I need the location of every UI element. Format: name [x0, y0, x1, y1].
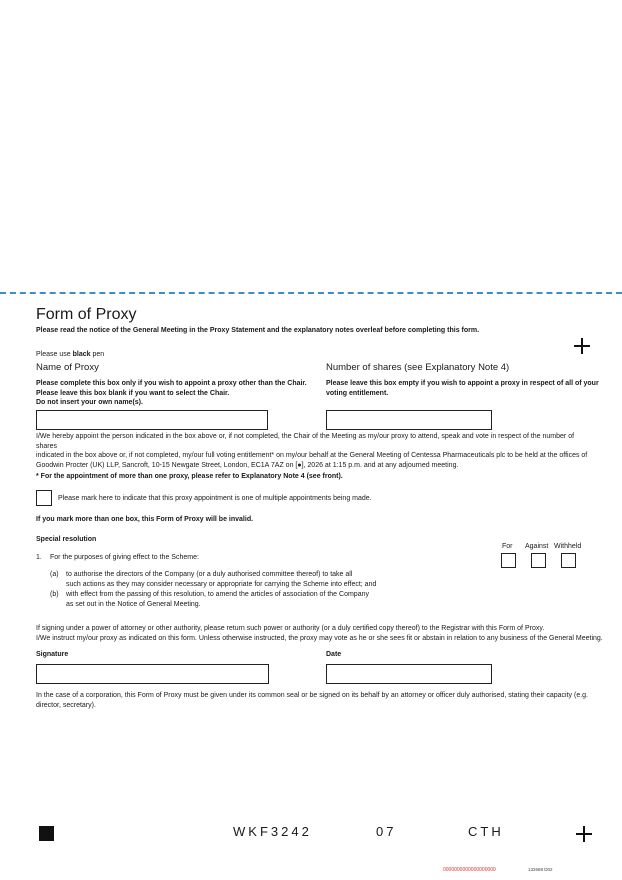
vote-label-withheld: Withheld	[554, 543, 582, 550]
form-intro: Please read the notice of the General Meeting in the Proxy Statement and the explanatory notes overleaf before completing this form.	[36, 327, 480, 334]
registration-cross-icon	[574, 338, 590, 354]
registration-cross-icon-bottom	[576, 826, 592, 842]
resolution-b-text: with effect from the passing of this resolution, to amend the articles of association of the Company as set out in the Notice of General Meeting.	[66, 591, 369, 608]
proxy-name-instructions: Please complete this box only if you wish to appoint a proxy other than the Chair. Please leave this box blank if you want to select the Chair. Do not insert your own name(s).	[36, 380, 307, 406]
footer-small-code: 132688 D02	[528, 867, 553, 872]
footer-red-code: 0000000000000000000	[443, 867, 496, 873]
form-title: Form of Proxy	[36, 306, 137, 323]
shares-heading: Number of shares (see Explanatory Note 4)	[326, 362, 510, 373]
footer-code-1: WKF3242	[233, 824, 312, 839]
resolution-text: For the purposes of giving effect to the Scheme:	[50, 554, 199, 561]
shares-input[interactable]	[326, 410, 492, 430]
multiple-proxy-checkbox[interactable]	[36, 490, 52, 506]
multiple-proxy-warning: If you mark more than one box, this Form of Proxy will be invalid.	[36, 516, 254, 523]
multiple-proxy-label: Please mark here to indicate that this proxy appointment is one of multiple appointments being made.	[58, 495, 372, 502]
signature-input[interactable]	[36, 664, 269, 684]
signature-label: Signature	[36, 651, 69, 658]
vote-label-for: For	[502, 543, 513, 550]
date-input[interactable]	[326, 664, 492, 684]
proxy-name-heading: Name of Proxy	[36, 362, 99, 373]
shares-instructions: Please leave this box empty if you wish to appoint a proxy in respect of all of your voting entitlement.	[326, 380, 599, 397]
corporation-note: In the case of a corporation, this Form of Proxy must be given under its common seal or be signed on its behalf by an attorney or officer duly authorised, stating their capacity (e.g. director, secretary).	[36, 692, 588, 709]
date-label: Date	[326, 651, 342, 658]
resolution-heading: Special resolution	[36, 536, 97, 543]
registration-square-icon	[39, 826, 54, 841]
resolution-b-label: (b)	[50, 591, 59, 598]
vote-against-checkbox[interactable]	[531, 553, 546, 568]
footer-code-3: CTH	[468, 824, 504, 839]
multiple-proxy-note: * For the appointment of more than one proxy, please refer to Explanatory Note 4 (see front).	[36, 473, 343, 480]
vote-withheld-checkbox[interactable]	[561, 553, 576, 568]
resolution-a-text: to authorise the directors of the Company (or a duly authorised committee thereof) to take all such actions as they may consider necessary or appropriate for carrying the Scheme into effect; and	[66, 571, 377, 588]
pen-instruction: Please use black pen	[36, 351, 105, 358]
vote-label-against: Against	[525, 543, 549, 550]
proxy-name-input[interactable]	[36, 410, 268, 430]
resolution-number: 1.	[36, 554, 42, 561]
vote-for-checkbox[interactable]	[501, 553, 516, 568]
footer-code-2: 07	[376, 824, 397, 839]
tear-off-line	[0, 292, 622, 294]
appointment-text: I/We hereby appoint the person indicated in the box above or, if not completed, the Chair of the Meeting as my/our proxy to attend, speak and vote in respect of the number of shares indicated in the box above or, if not completed, my/our full voting entitlement* on my/our behalf at the General Meeting of Centessa Pharmaceuticals plc to be held at the offices of Goodwin Procter (UK) LLP, Sancroft, 10-15 Newgate Street, London, EC1A 7AZ on [●], 2026 at 1:15 p.m. and at any adjourned meeting.	[36, 433, 588, 469]
signing-notes: If signing under a power of attorney or other authority, please return such power or authority (or a duly certified copy thereof) to the Registrar with this Form of Proxy. I/We instruct my/our proxy as indicated on this form. Unless otherwise instructed, the proxy may vote as he or she sees fit or abstain in relation to any business of the General Meeting.	[36, 625, 603, 642]
resolution-a-label: (a)	[50, 571, 59, 578]
